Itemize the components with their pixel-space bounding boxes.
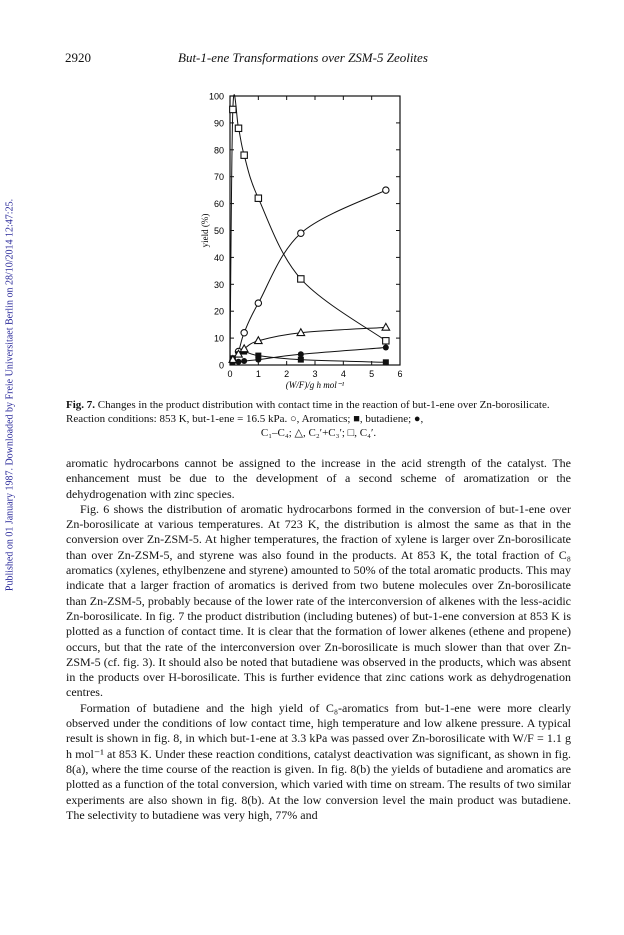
data-point (240, 345, 248, 352)
x-axis-label: (W/F)/g h mol⁻¹ (285, 380, 345, 390)
caption-legend-line: C₁–C₄; △, C₂′+C₃′; □, C₄′. (260, 427, 377, 439)
series-line (230, 348, 386, 365)
plot-frame (230, 96, 400, 365)
y-tick-label: 10 (213, 333, 224, 344)
data-point (255, 195, 261, 201)
data-point (255, 357, 261, 363)
y-tick-label: 0 (218, 360, 224, 371)
paragraph: Formation of butadiene and the high yield of C₈-aromatics from but-1-ene were more clearly observed under the conditions of low contact time, high temperature and low alkene pressure. A typical result is shown in fig. 8, in which but-1-ene at 3.3 kPa was passed over Zn-borosilicate with W/F = 1.1 g h mol⁻¹ at 853 K. Under these reaction conditions, catalyst deactivation was significant, as shown in fig. 8(a), where the time course of the reaction is given. In fig. 8(b) the yields of butadiene and aromatics are plotted as a function of the total conversion, which varied with time on stream. The results of two similar experiments are also shown in fig. 8(b). At the low conversion level the main product was butadiene. The selectivity to butadiene was very high, 77% and (66, 700, 571, 822)
series-line (230, 327, 386, 365)
figure-caption (66, 398, 571, 440)
data-point (383, 359, 389, 365)
data-point (383, 187, 389, 193)
y-tick-label: 50 (213, 226, 224, 236)
x-tick-label: 6 (397, 369, 403, 379)
data-point (382, 323, 390, 330)
x-tick-label: 2 (284, 369, 290, 379)
series-line (230, 95, 386, 365)
data-point (298, 276, 304, 282)
data-point (298, 230, 304, 236)
data-point (241, 330, 247, 336)
data-point (298, 351, 304, 357)
body-text (66, 456, 571, 823)
data-point (241, 358, 247, 364)
caption-label: Fig. 7. (66, 399, 96, 411)
data-point (383, 338, 389, 344)
data-point (230, 106, 236, 112)
series-line (230, 190, 386, 365)
y-tick-label: 20 (213, 306, 224, 317)
paragraph: aromatic hydrocarbons cannot be assigned to the increase in the acid strength of the catalyst. The enhancement must be due to the development of a second scheme of aromatization or the dehydrogenation with zinc species. (66, 456, 571, 501)
x-tick-label: 3 (312, 369, 318, 379)
y-axis-label: yield (%) (200, 213, 210, 248)
y-tick-label: 40 (213, 252, 224, 263)
caption-text: Changes in the product distribution with contact time in the reaction of but-1-ene over Zn-borosilicate. Reaction conditions: 853 K, but-1-ene = 16.5 kPa. ○, Aromatics; ■, butadiene; ●, (66, 399, 550, 425)
data-point (298, 357, 304, 363)
data-point (255, 300, 261, 306)
y-tick-label: 90 (213, 118, 224, 129)
data-point (383, 345, 389, 351)
y-tick-label: 100 (208, 91, 224, 102)
x-tick-label: 5 (369, 369, 375, 379)
y-tick-label: 30 (213, 279, 224, 290)
download-watermark: Published on 01 January 1987. Downloaded by Freie Universitaet Berlin on 28/10/2014 12:47:25. (4, 198, 16, 592)
data-point (235, 125, 241, 131)
x-tick-label: 4 (340, 369, 346, 379)
y-tick-label: 60 (213, 199, 224, 210)
y-tick-label: 70 (213, 172, 224, 183)
data-point (241, 152, 247, 158)
running-title: But-1-ene Transformations over ZSM-5 Zeolites (178, 50, 428, 65)
x-tick-label: 1 (255, 369, 261, 379)
x-tick-label: 0 (227, 369, 233, 379)
y-tick-label: 80 (213, 145, 224, 156)
page-number: 2920 (65, 50, 91, 65)
paragraph: Fig. 6 shows the distribution of aromatic hydrocarbons formed in the conversion of but-1-ene over Zn-borosilicate at various temperatures. At 723 K, the distribution is almost the same as that in the conversion over Zn-ZSM-5. At higher temperatures, the fraction of xylene is larger over Zn-borosilicate than over Zn-ZSM-5, and styrene was also found in the products. At 853 K, the total fraction of C₈ aromatics (xylenes, ethylbenzene and styrene) amounted to 50% of the total aromatic products. This may indicate that a larger fraction of aromatics is derived from two butene molecules over Zn-borosilicate than Zn-ZSM-5, probably because of the lower rate of the interconversion of alkenes with the less-acidic Zn-borosilicate. In fig. 7 the product distribution (including butenes) of but-1-ene conversion at 853 K is plotted as a function of contact time. It is clear that the formation of lower alkenes (ethene and propene) occurs, but that the rate of the interconversion over Zn-borosilicate is much slower than that over Zn-ZSM-5 (cf. fig. 3). It should also be noted that butadiene was observed in the products, which was absent in the products over H-borosilicate. This is further evidence that zinc cations work as dehydrogenation centres. (66, 501, 571, 700)
figure-7-chart (185, 80, 425, 390)
